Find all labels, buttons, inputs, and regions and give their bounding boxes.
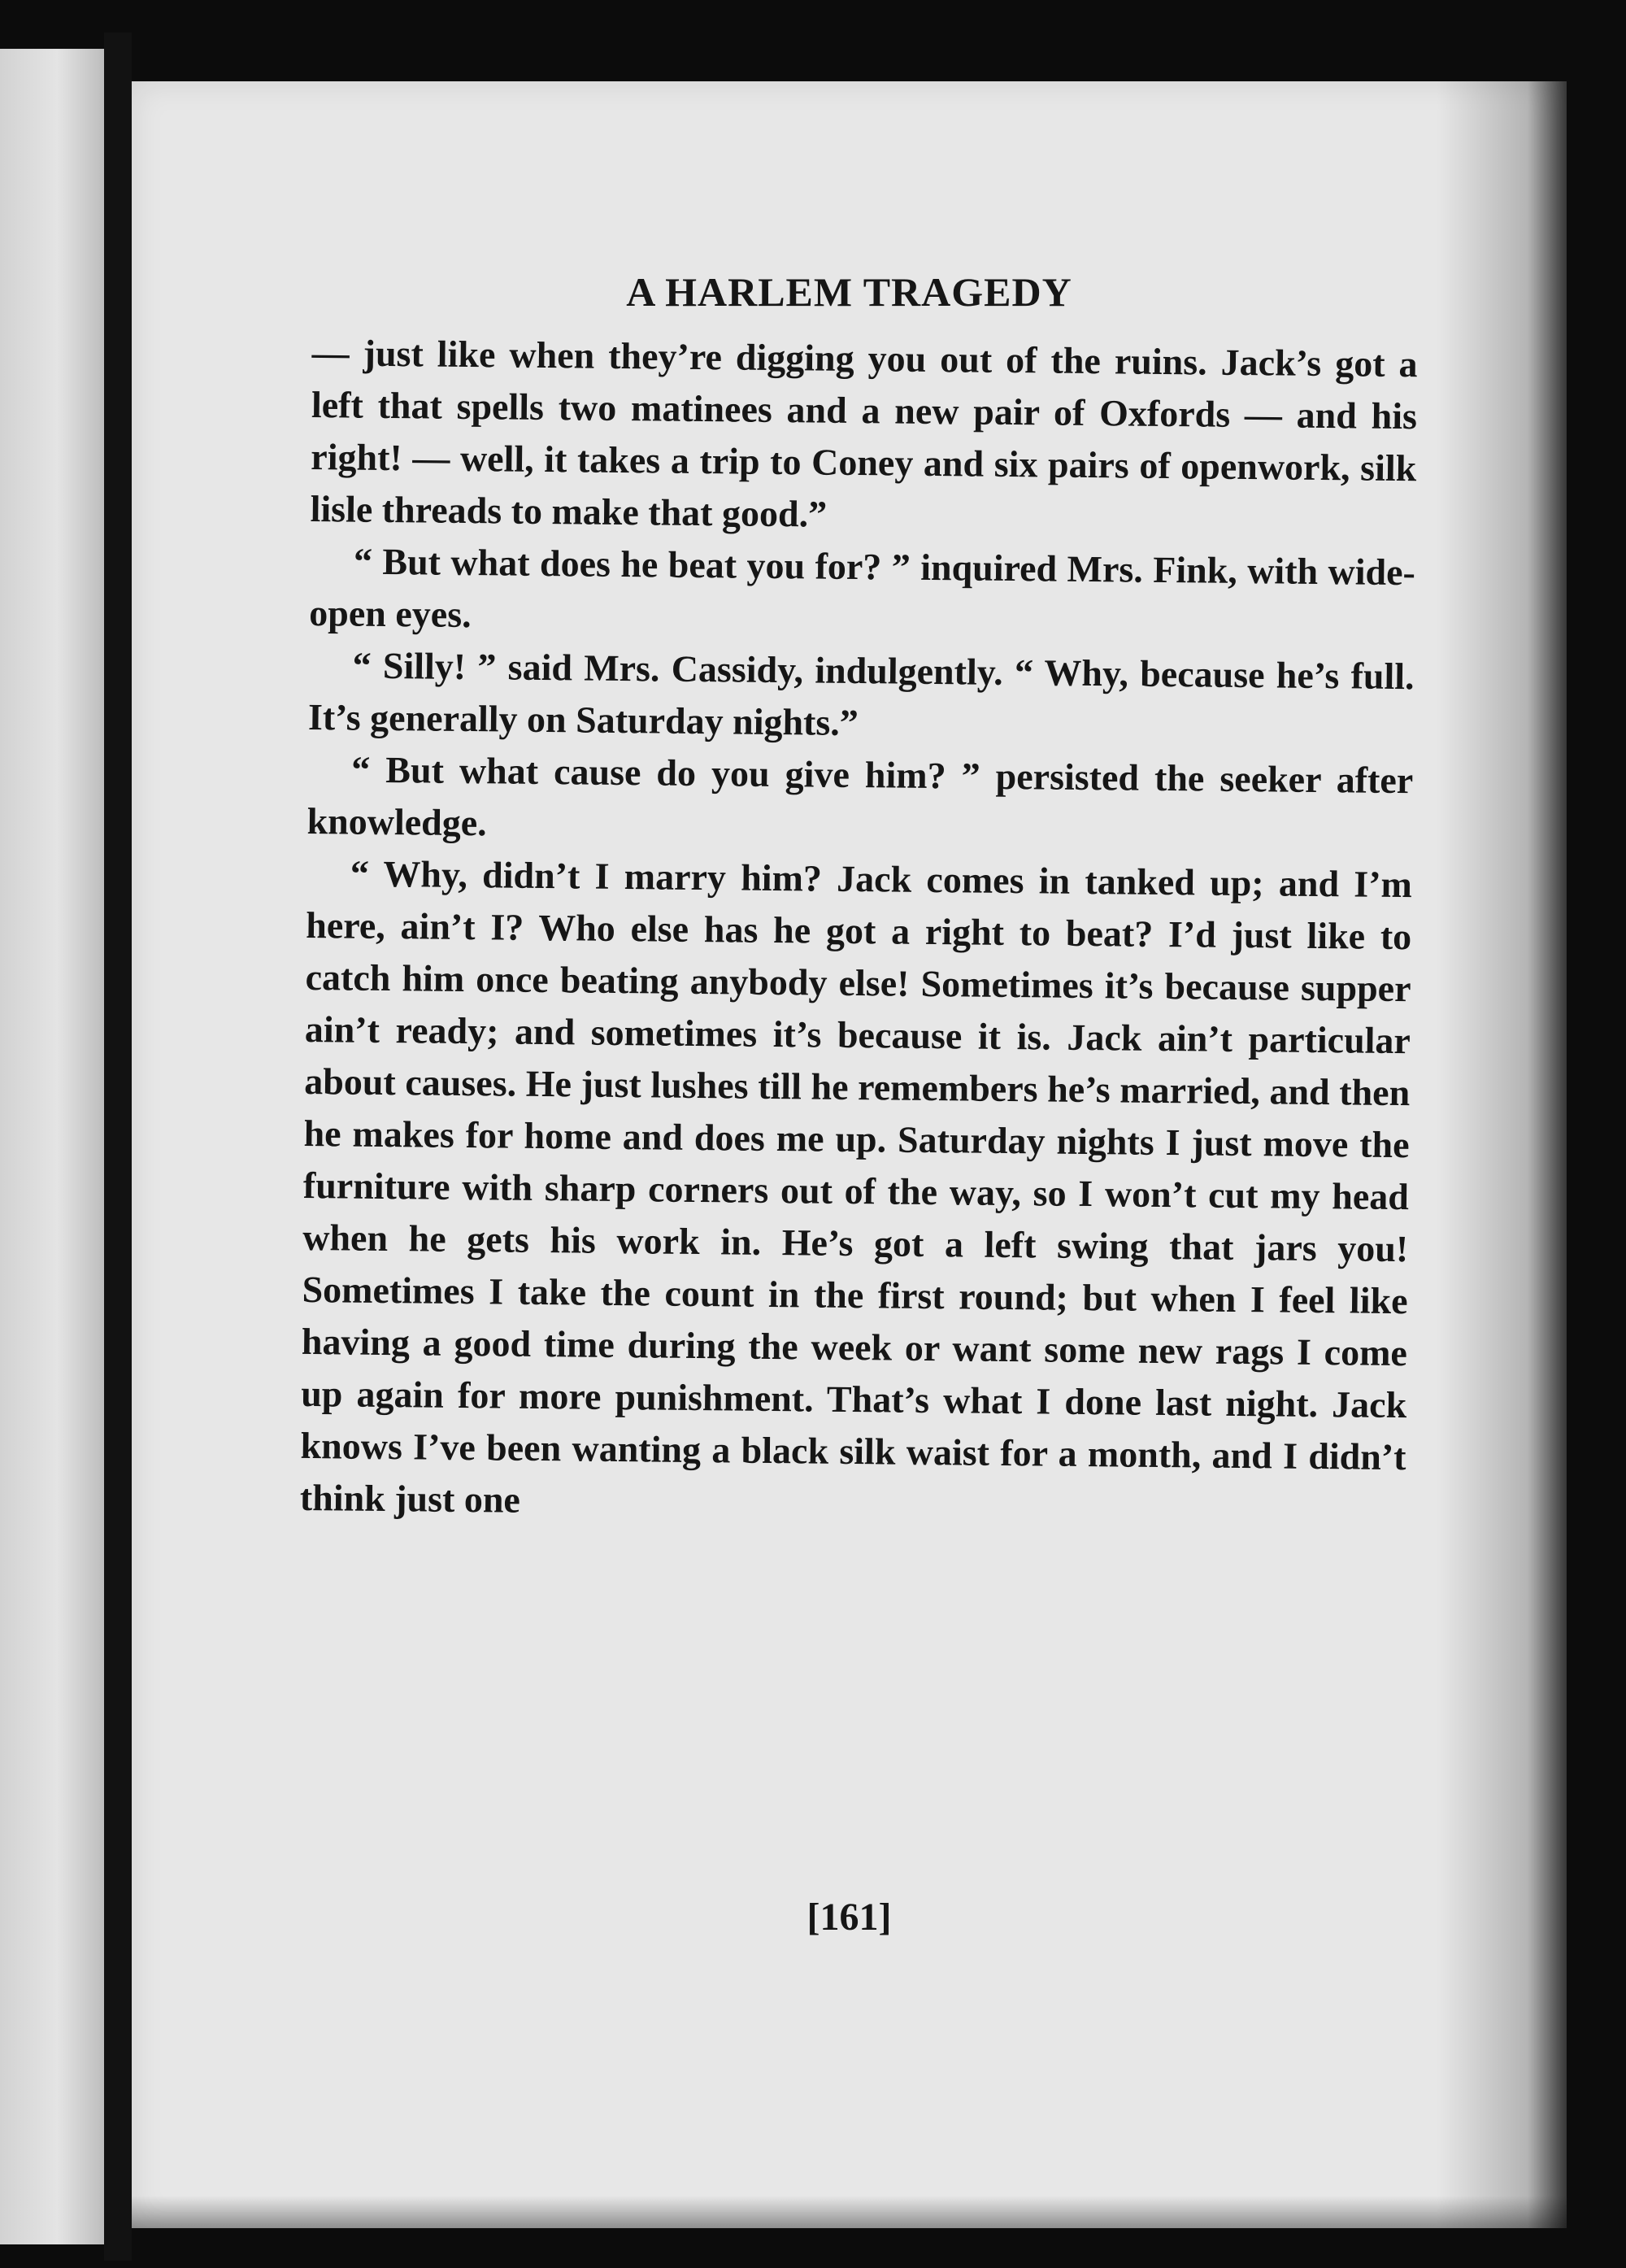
running-head: A HARLEM TRAGEDY [626, 269, 1072, 315]
paragraph: “ Silly! ” said Mrs. Cassidy, indulgently. “ Why, because he’s full. It’s generally on Saturday nights.” [307, 644, 1415, 744]
paragraph: “ But what cause do you give him? ” persisted the seeker after knowledge. [307, 748, 1414, 844]
paragraph: “ Why, didn’t I marry him? Jack comes in tanked up; and I’m here, ain’t I? Who else has he got a right to beat? I’d just like to catch him once beating anybody else! Sometimes it’s because supper ain’t ready; and sometimes it’s because it is. Jack ain’t particular about causes. He just lushes till he remembers he’s married, and then he makes for home and does me up. Saturday nights I just move the furniture with sharp corners out of the way, so I won’t cut my head when he gets his work in. He’s got a left swing that jars you! Sometimes I take the count in the first round; but when I feel like having a good time during the week or want some new rags I come up again for more punishment. That’s what I done last night. Jack knows I’ve been wanting a black silk waist for a month, and I didn’t think just one [299, 852, 1413, 1521]
page-bottom-shadow [132, 2196, 1567, 2228]
body-text [300, 327, 1418, 1535]
page-number: [161] [806, 1896, 892, 1939]
paragraph: “ But what does he beat you for? ” inquired Mrs. Fink, with wide-open eyes. [309, 540, 1416, 636]
facing-page-edge [0, 49, 104, 2244]
book-gutter [104, 33, 132, 2261]
paragraph: — just like when they’re digging you out of the ruins. Jack’s got a left that spells two matinees and a new pair of Oxfords — and his right! — well, it takes a trip to Coney and six pairs of openwork, silk lisle threads to make that good.” [310, 331, 1418, 535]
book-page [132, 81, 1567, 2228]
